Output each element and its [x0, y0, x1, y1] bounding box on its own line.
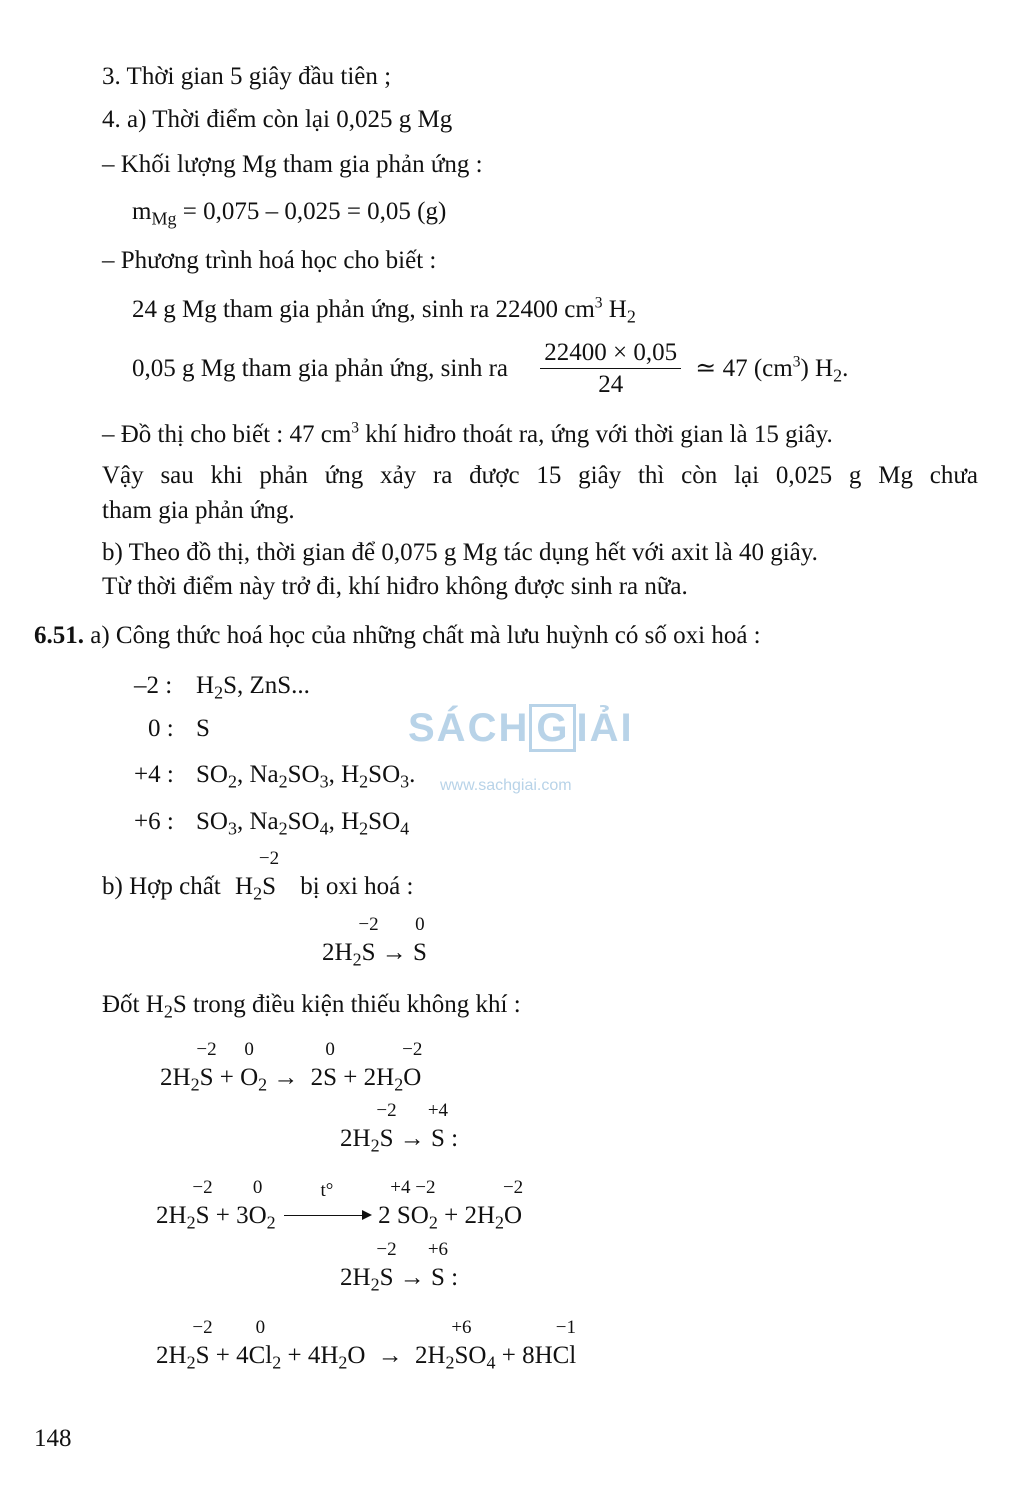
ox-row-p4: +4 : $SO_2$, $Na_2SO_3$, $H_2SO_3$. — [134, 761, 416, 792]
equation: $2H_2$ −2 S + 3 0 $O_2$ t° 2 +4 −2 $SO_2 + 2H_2$ −2 O — [156, 1177, 524, 1233]
equation-mass: $m_{Mg} = 0,075 - 0,025 = 0,05$ (g) — [132, 198, 447, 229]
ox-row-p6: +6 : $SO_3$, $Na_2SO_4$, $H_2SO_4$ — [134, 808, 410, 839]
text-line: 3. Thời gian 5 giây đầu tiên ; — [102, 63, 392, 90]
watermark-url: www.sachgiai.com — [440, 777, 572, 794]
text-line: Vậy sau khi phản ứng xảy ra được 15 giây thì còn lại 0,025 g Mg chưa — [102, 462, 978, 489]
text-line: b) Theo đồ thị, thời gian để 0,075 g Mg tác dụng hết với axit là 40 giây. — [102, 539, 818, 566]
equation: $2H_2$ −2 S → +6 S : — [340, 1239, 459, 1295]
watermark-logo: SÁCH G IẢI — [408, 706, 634, 750]
text-line: Từ thời điểm này trở đi, khí hiđro không được sinh ra nữa. — [102, 573, 688, 600]
problem-heading: 6.51. a) Công thức hoá học của những chất mà lưu huỳnh có số oxi hoá : — [34, 622, 761, 649]
text-line: b) Hợp chất $H_2$ −2 S bị oxi hoá : — [102, 848, 414, 904]
equation: $2H_2$ −2 S → 0 S — [322, 914, 427, 970]
ox-row-m2: –2 : $H_2S$, ZnS... — [134, 672, 310, 703]
arrow-with-condition: t° — [282, 1203, 372, 1228]
text-line: – Phương trình hoá học cho biết : — [102, 247, 437, 274]
text-line: 4. a) Thời điểm còn lại 0,025 g Mg — [102, 106, 453, 133]
text-line: – Đồ thị cho biết : 47 $cm^3$ khí hiđro thoát ra, ứng với thời gian là 15 giây. — [102, 419, 833, 448]
text-line: Đốt $H_2S$ trong điều kiện thiếu không khí : — [102, 991, 521, 1022]
fraction-line: 0,05 g Mg tham gia phản ứng, sinh ra $\frac{22400 \times 0,05}{24}$ ≃ 47 $(cm^3)$ $H_2$. — [132, 339, 849, 398]
text-line: tham gia phản ứng. — [102, 497, 295, 524]
fraction: $\frac{22400 \times 0,05}{24}$ — [540, 340, 681, 397]
text-line: 24 g Mg tham gia phản ứng, sinh ra 22400 $cm^3$ $H_2$ — [132, 294, 636, 327]
equation: $2H_2$ −2 S → +4 S : — [340, 1100, 459, 1156]
ox-row-0: 0 : S — [148, 715, 210, 742]
page-number: 148 — [34, 1425, 72, 1452]
equation: $2H_2$ −2 S + 4 0 $Cl_2 + 4H_2O \to 2H_2$ +6 $SO_4 + 8$ −1 HCl — [156, 1317, 577, 1373]
text-line: – Khối lượng Mg tham gia phản ứng : — [102, 151, 483, 178]
equation: $2H_2$ −2 S + 0 $O_2 \to 2$ 0 $S + 2H_2$ −2 O — [160, 1039, 423, 1095]
